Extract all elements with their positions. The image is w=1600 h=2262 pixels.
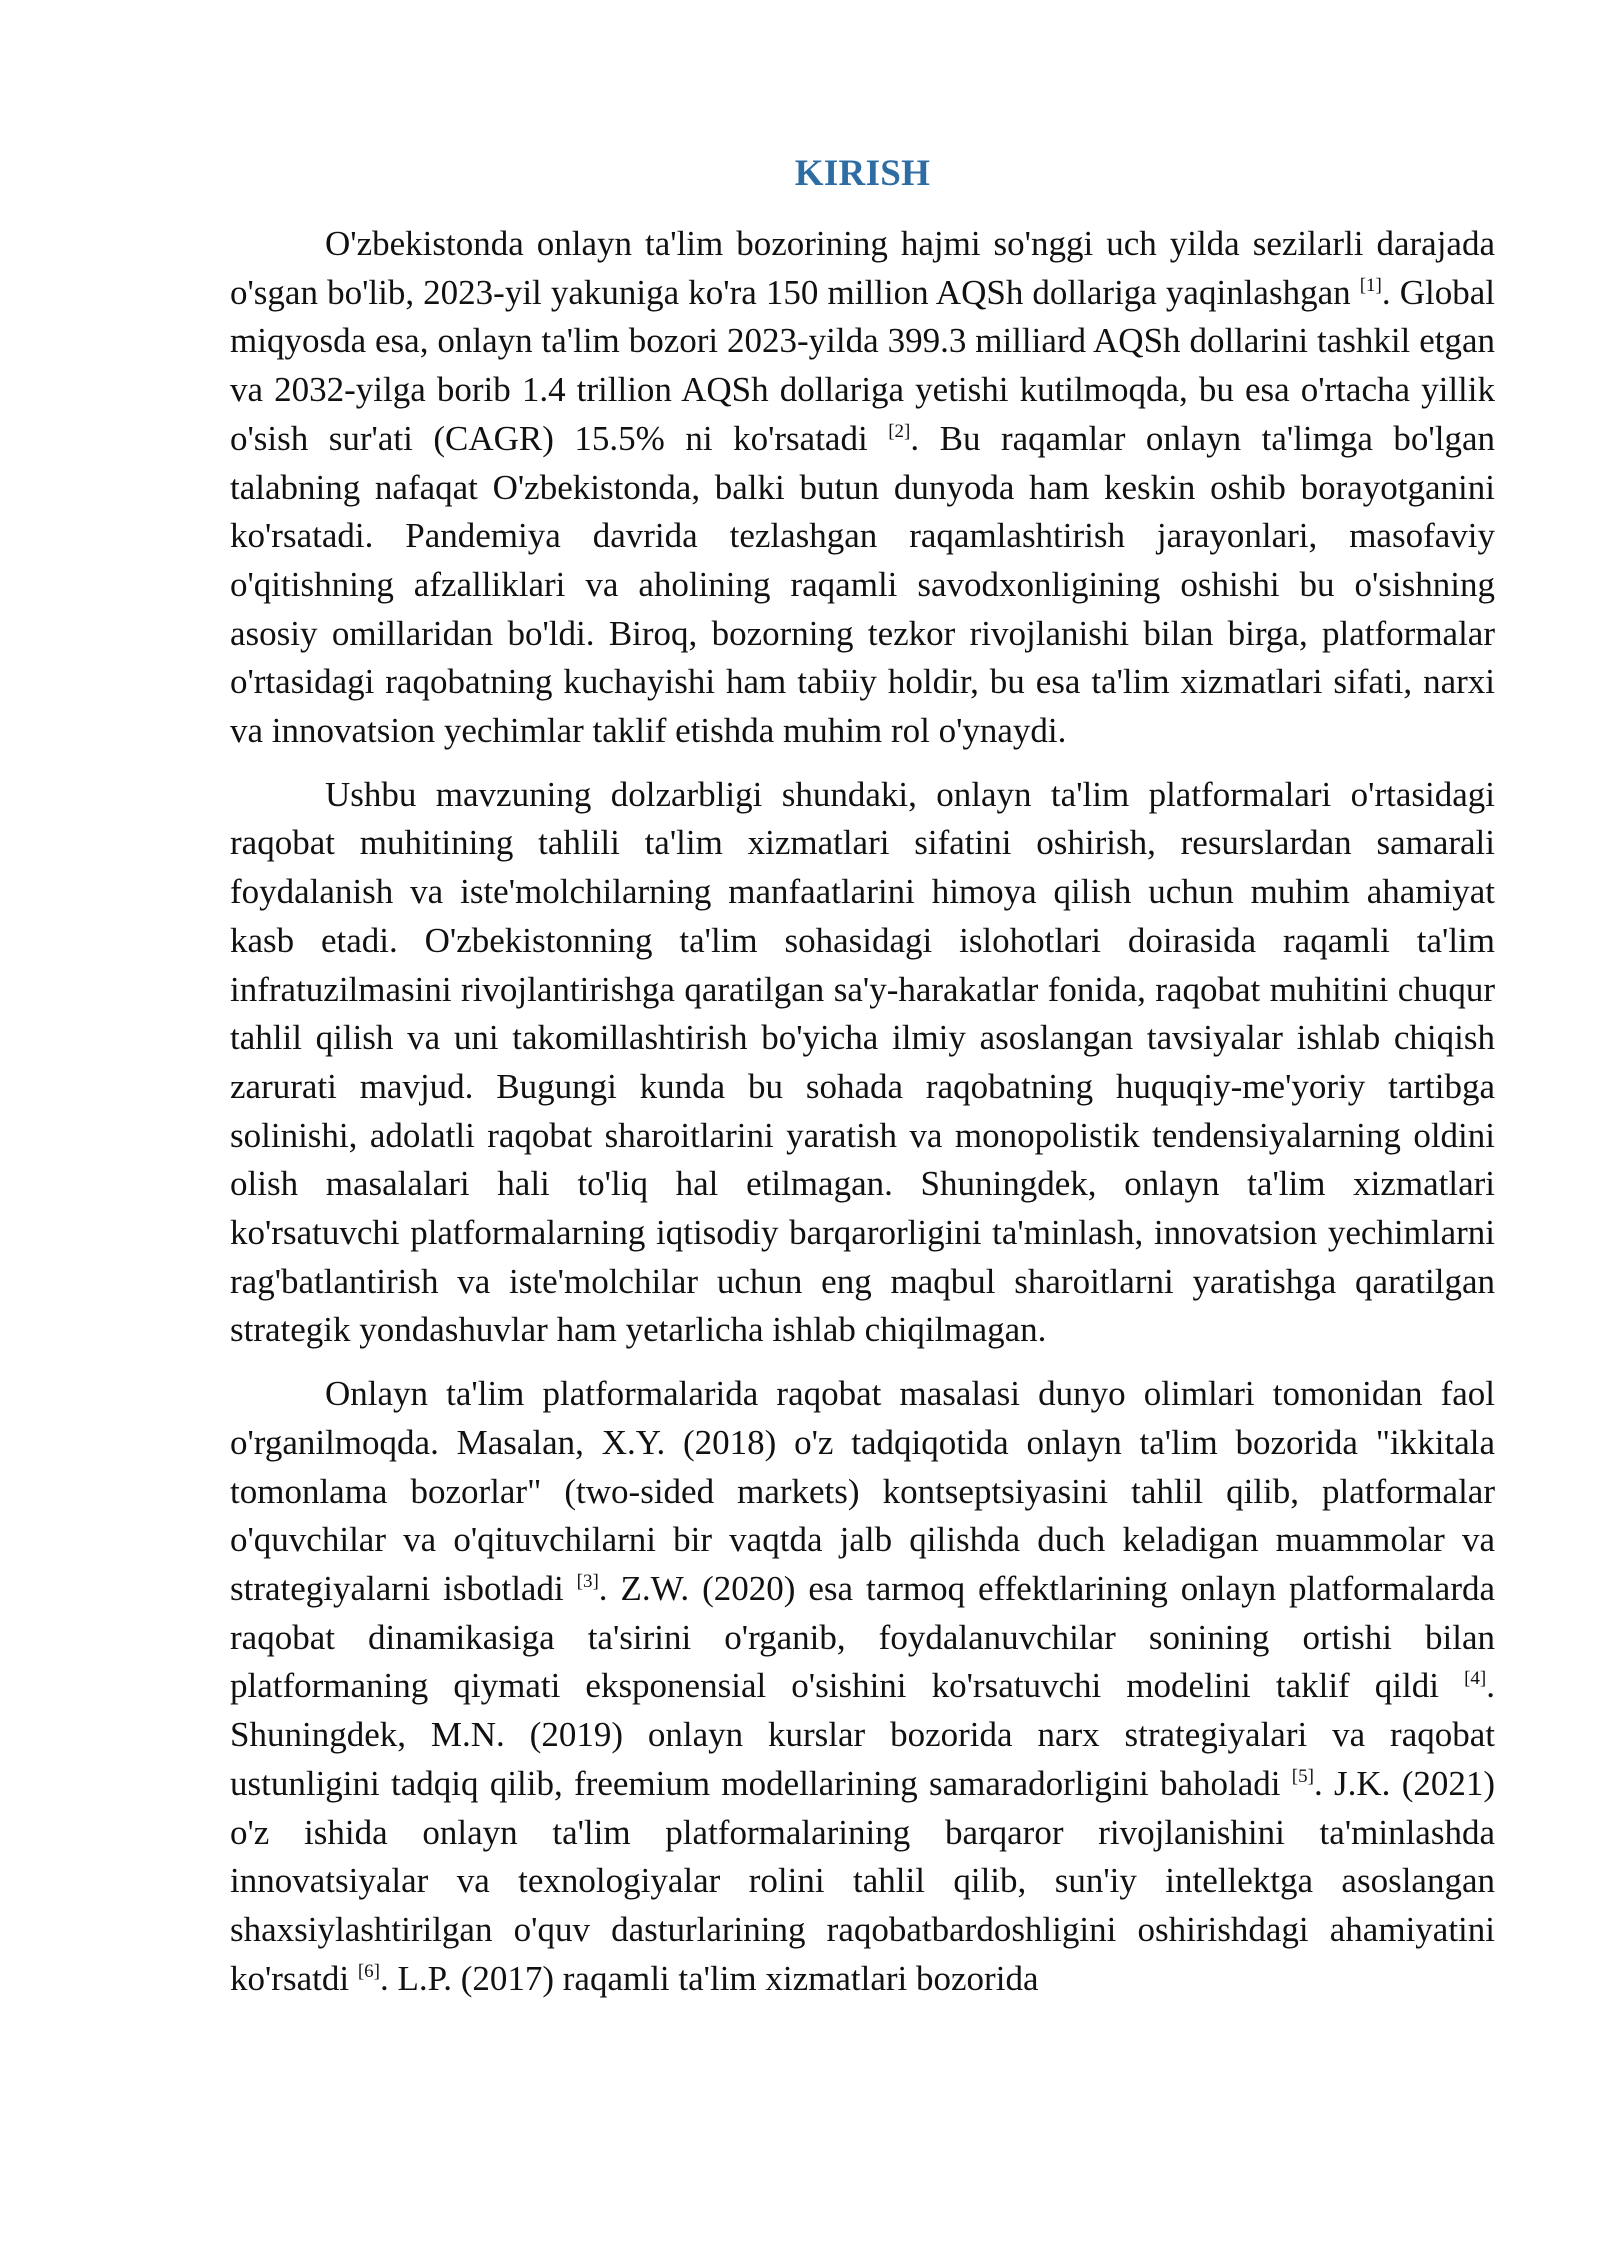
citation-ref: [6] (357, 1960, 380, 1982)
paragraph-text: O'zbekistonda onlayn ta'lim bozorining hajmi so'nggi uch yilda sezilarli darajada o'sgan bo'lib, 2023-yil yakuniga ko'ra 150 million AQSh dollariga yaqinlashgan (230, 224, 1495, 312)
section-title: KIRISH (794, 153, 931, 194)
citation-ref: [1] (1359, 274, 1382, 296)
paragraph-text: . Global miqyosda esa, onlayn ta'lim bozori 2023-yilda 399.3 milliard AQSh dollarini tashkil etgan va 2032-yilga borib 1.4 trillion AQSh dollariga yetishi kutilmoqda, bu esa o'rtacha yillik o'sish sur'ati (CAGR) 15.5% ni ko'rsatadi (230, 272, 1495, 458)
paragraph-1 (230, 220, 1495, 756)
citation-ref: [2] (888, 420, 911, 442)
paragraph-text: . Bu raqamlar onlayn ta'limga bo'lgan talabning nafaqat O'zbekistonda, balki butun dunyoda ham keskin oshib borayotganini ko'rsatadi. Pandemiya davrida tezlashgan raqamlashtirish jarayonlari, masofaviy o'qitishning afzalliklari va aholining raqamli savodxonligining oshishi bu o'sishning asosiy omillaridan bo'ldi. Biroq, bozorning tezkor rivojlanishi bilan birga, platformalar o'rtasidagi raqobatning kuchayishi ham tabiiy holdir, bu esa ta'lim xizmatlari sifati, narxi va innovatsion yechimlar taklif etishda muhim rol o'ynaydi. (230, 418, 1495, 751)
document-page (230, 150, 1495, 2018)
paragraph-text: Onlayn ta'lim platformalarida raqobat masalasi dunyo olimlari tomonidan faol o'rganilmoqda. Masalan, X.Y. (2018) o'z tadqiqotida onlayn ta'lim bozorida "ikkitala tomonlama bozorlar" (two-sided markets) kontseptsiyasini tahlil qilib, platformalar o'quvchilar va o'qituvchilarni bir vaqtda jalb qilishda duch keladigan muammolar va strategiyalarni isbotladi (230, 1374, 1495, 1608)
paragraph-text: . Z.W. (2020) esa tarmoq effektlarining onlayn platformalarda raqobat dinamikasiga ta'sirini o'rganib, foydalanuvchilar sonining ortishi bilan platformaning qiymati eksponensial o'sishini ko'rsatuvchi modelini taklif qildi (230, 1568, 1496, 1706)
citation-ref: [3] (576, 1570, 599, 1592)
paragraph-3 (230, 1370, 1495, 2003)
paragraph-text: . Shuningdek, M.N. (2019) onlayn kurslar bozorida narx strategiyalari va raqobat ustunligini tadqiq qilib, freemium modellarining samaradorligini baholadi (230, 1666, 1495, 1803)
paragraph-text: . L.P. (2017) raqamli ta'lim xizmatlari bozorida (379, 1958, 1039, 1998)
paragraph-text: . J.K. (2021) o'z ishida onlayn ta'lim platformalarining barqaror rivojlanishini ta'minlashda innovatsiyalar va texnologiyalar rolini tahlil qilib, sun'iy intellektga asoslangan shaxsiylashtirilgan o'quv dasturlarining raqobatbardoshligini oshirishdagi ahamiyatini ko'rsatdi (230, 1763, 1496, 1998)
citation-ref: [4] (1464, 1668, 1487, 1690)
paragraph-2 (230, 771, 1495, 1355)
paragraph-text: Ushbu mavzuning dolzarbligi shundaki, onlayn ta'lim platformalari o'rtasidagi raqobat muhitining tahlili ta'lim xizmatlari sifatini oshirish, resurslardan samarali foydalanish va iste'molchilarning manfaatlarini himoya qilish uchun muhim ahamiyat kasb etadi. O'zbekistonning ta'lim sohasidagi islohotlari doirasida raqamli ta'lim infratuzilmasini rivojlantirishga qaratilgan sa'y-harakatlar fonida, raqobat muhitini chuqur tahlil qilish va uni takomillashtirish bo'yicha ilmiy asoslangan tavsiyalar ishlab chiqish zarurati mavjud. Bugungi kunda bu sohada raqobatning huquqiy-me'yoriy tartibga solinishi, adolatli raqobat sharoitlarini yaratish va monopolistik tendensiyalarning oldini olish masalalari hali to'liq hal etilmagan. Shuningdek, onlayn ta'lim xizmatlari ko'rsatuvchi platformalarning iqtisodiy barqarorligini ta'minlash, innovatsion yechimlarni rag'batlantirish va iste'molchilar uchun eng maqbul sharoitlarni yaratishga qaratilgan strategik yondashuvlar ham yetarlicha ishlab chiqilmagan. (230, 774, 1495, 1350)
citation-ref: [5] (1291, 1765, 1314, 1787)
